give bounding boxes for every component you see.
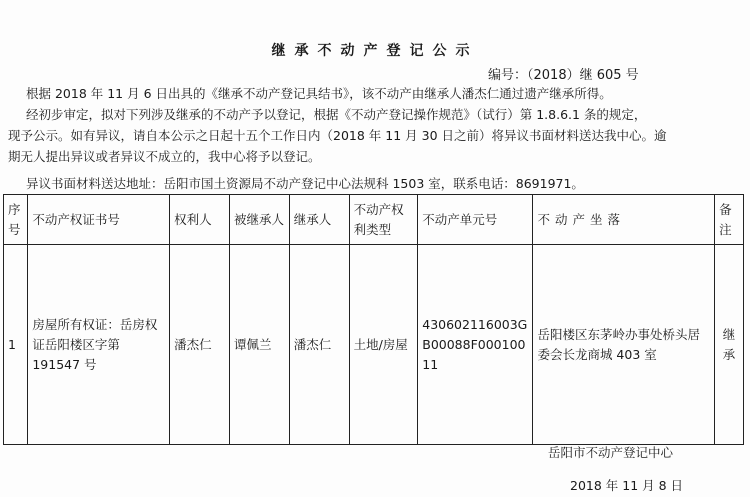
header-cert: 不动产权证书号 bbox=[28, 195, 170, 245]
header-right-type: 不动产权利类型 bbox=[349, 195, 418, 245]
paragraph-no-objection: 期无人提出异议或者异议不成立的，我中心将予以登记。 bbox=[8, 149, 321, 164]
header-owner: 权利人 bbox=[170, 195, 230, 245]
cell-heir: 潘杰仁 bbox=[289, 245, 349, 445]
cell-note: 继承 bbox=[715, 245, 744, 445]
header-location: 不动产坐落 bbox=[533, 195, 715, 245]
table-row bbox=[4, 245, 744, 445]
paragraph-address: 异议书面材料送达地址：岳阳市国土资源局不动产登记中心法规科 1503 室，联系电话：8691971。 bbox=[26, 176, 584, 191]
header-unit-no: 不动产单元号 bbox=[418, 195, 533, 245]
paragraph-review: 经初步审定，拟对下列涉及继承的不动产予以登记，根据《不动产登记操作规范》（试行）第 1.8.6.1 条的规定， bbox=[26, 107, 647, 122]
cell-num: 1 bbox=[4, 245, 28, 445]
paragraph-objection: 现予公示。如有异议，请自本公示之日起十五个工作日内（2018 年 11 月 30 日之前）将异议书面材料送达我中心。逾 bbox=[8, 128, 667, 143]
cell-owner: 潘杰仁 bbox=[170, 245, 230, 445]
cell-cert: 房屋所有权证：岳房权证岳阳楼区字第 191547 号 bbox=[28, 245, 170, 445]
cell-location: 岳阳楼区东茅岭办事处桥头居委会长龙商城 403 室 bbox=[533, 245, 715, 445]
registration-table bbox=[3, 194, 744, 445]
issue-date: 2018 年 11 月 8 日 bbox=[570, 478, 684, 493]
notice-title: 继承不动产登记公示 bbox=[271, 43, 479, 59]
cell-decedent: 谭佩兰 bbox=[229, 245, 289, 445]
cell-right-type: 土地/房屋 bbox=[349, 245, 418, 445]
table-header-row bbox=[4, 195, 744, 245]
header-num: 序号 bbox=[4, 195, 28, 245]
paragraph-basis: 根据 2018 年 11 月 6 日出具的《继承不动产登记具结书》，该不动产由继承人潘杰仁通过遗产继承所得。 bbox=[26, 86, 612, 101]
header-note: 备注 bbox=[715, 195, 744, 245]
header-decedent: 被继承人 bbox=[229, 195, 289, 245]
cell-unit-no: 430602116003GB00088F00010011 bbox=[418, 245, 533, 445]
issuing-office: 岳阳市不动产登记中心 bbox=[548, 445, 674, 460]
doc-number: 编号：（2018）继 605 号 bbox=[488, 68, 639, 83]
header-heir: 继承人 bbox=[289, 195, 349, 245]
